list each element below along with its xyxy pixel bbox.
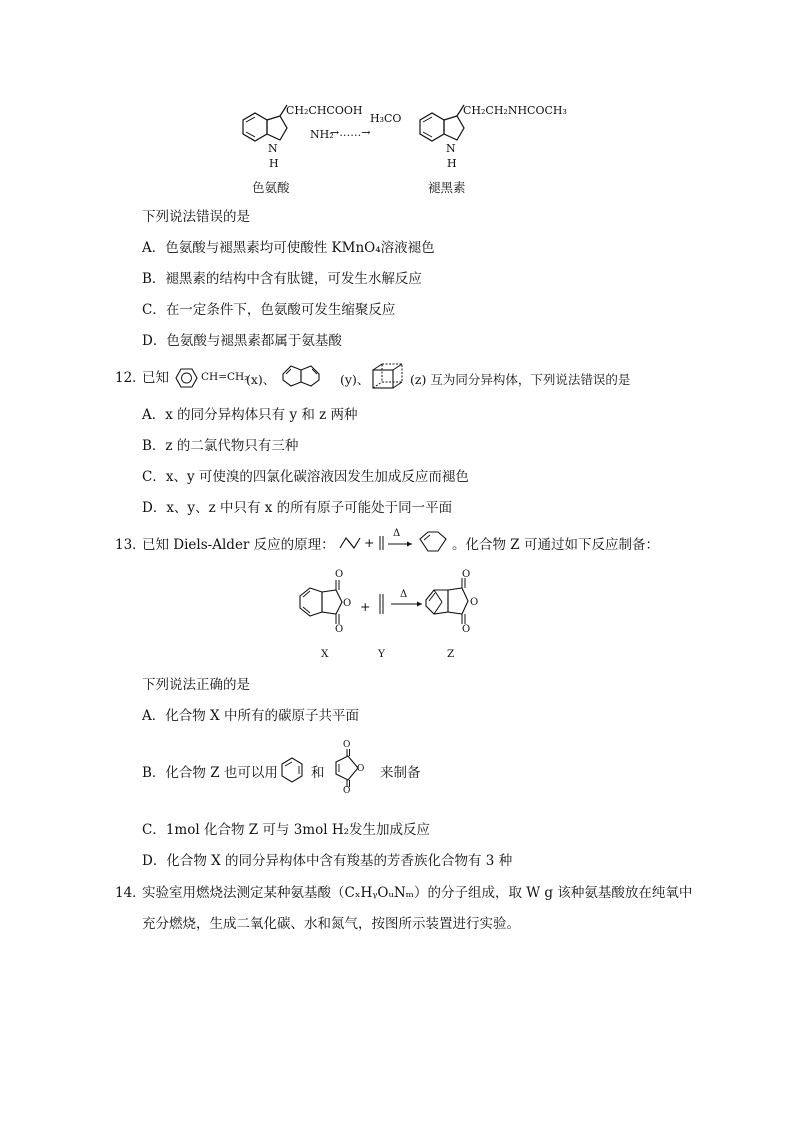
q13-number: 13．	[115, 537, 146, 553]
tryptophan-h: H	[269, 157, 279, 170]
x-tag: (x)、	[246, 372, 276, 387]
xy-plus: +	[360, 599, 371, 614]
tryptophan-name: 色氨酸	[252, 180, 290, 195]
q13-option-b-post: 来制备	[380, 765, 421, 781]
da-plus: +	[364, 535, 375, 550]
melatonin-h: H	[447, 157, 457, 170]
q13-pre: 已知 Diels-Alder 反应的原理：	[142, 537, 335, 553]
compound-z-structure	[420, 570, 500, 640]
melatonin-side-chain: CH₂CH₂NHCOCH₃	[463, 104, 567, 117]
x-ring-o: O	[343, 598, 352, 609]
q11-option-d: D．色氨酸与褪黑素都属于氨基酸	[142, 333, 342, 349]
z-ring-o: O	[470, 597, 479, 608]
ma-o-bottom: O	[343, 786, 351, 796]
x-carbonyl-o-bottom: O	[335, 624, 344, 635]
z-carbonyl-o-bottom: O	[462, 624, 471, 635]
q12-option-d: D．x、y、z 中只有 x 的所有原子可能处于同一平面	[142, 500, 453, 516]
q13-post: 。化合物 Z 可通过如下反应制备：	[452, 537, 659, 553]
label-x: X	[321, 648, 329, 660]
q12-option-c: C．x、y 可使溴的四氯化碳溶液因发生加成反应而褪色	[142, 469, 469, 485]
q13-option-c: C．1mol 化合物 Z 可与 3mol H₂发生加成反应	[142, 822, 431, 838]
x-carbonyl-o-top: O	[335, 569, 344, 580]
q13-option-d: D．化合物 X 的同分异构体中含有羧基的芳香族化合物有 3 种	[142, 853, 513, 869]
styrene-vinyl: CH=CH₂	[201, 371, 249, 383]
q11-stem: 下列说法错误的是	[142, 209, 250, 225]
reaction-arrow: →……→	[330, 126, 371, 139]
y-tag: (y)、	[340, 372, 370, 387]
cyclohexadiene-structure	[278, 755, 306, 785]
ma-o-top: O	[343, 740, 351, 750]
ma-ring-o: O	[357, 764, 365, 774]
q11-option-b: B．褪黑素的结构中含有肽键，可发生水解反应	[142, 271, 422, 287]
q14-line1: 实验室用燃烧法测定某种氨基酸（CₓHᵧOᵤNₘ）的分子组成，取 W g 该种氨基酸放在纯氧中	[142, 885, 693, 901]
q11-option-a: A．色氨酸与褪黑素均可使酸性 KMnO₄溶液褪色	[142, 240, 435, 256]
xy-delta: Δ	[400, 589, 408, 600]
label-y: Y	[378, 648, 385, 660]
cubane-z-structure	[370, 362, 406, 390]
q11-option-c: C．在一定条件下，色氨酸可发生缩聚反应	[142, 302, 396, 318]
melatonin-h3co: H₃CO	[370, 112, 402, 125]
styrene-structure	[170, 366, 204, 392]
da-delta: Δ	[393, 528, 401, 539]
tryptophan-n: N	[268, 142, 278, 155]
q12-number: 12．	[115, 370, 146, 386]
label-z: Z	[447, 648, 455, 660]
fused-bicyclic-y-structure	[277, 362, 333, 392]
tryptophan-side-chain: CH₂CHCOOH	[286, 104, 363, 117]
q13-stem: 下列说法正确的是	[142, 677, 250, 693]
q12-option-a: A．x 的同分异构体只有 y 和 z 两种	[142, 407, 358, 423]
q14-line2: 充分燃烧，生成二氧化碳、水和氮气，按图所示装置进行实验。	[142, 916, 520, 932]
q13-option-a: A．化合物 X 中所有的碳原子共平面	[142, 708, 359, 724]
q14-number: 14．	[115, 885, 146, 901]
z-tag: (z) 互为同分异构体，下列说法错误的是	[410, 372, 631, 387]
q13-option-b-mid: 和	[311, 765, 325, 781]
melatonin-n: N	[446, 142, 456, 155]
melatonin-name: 褪黑素	[428, 180, 466, 195]
tryptophan-nh2: NH₂	[310, 128, 334, 141]
z-carbonyl-o-top: O	[462, 569, 471, 580]
q12-pre: 已知	[142, 370, 169, 386]
q12-option-b: B．z 的二氯代物只有三种	[142, 438, 299, 454]
q13-option-b-pre: B．化合物 Z 也可以用	[142, 765, 278, 781]
